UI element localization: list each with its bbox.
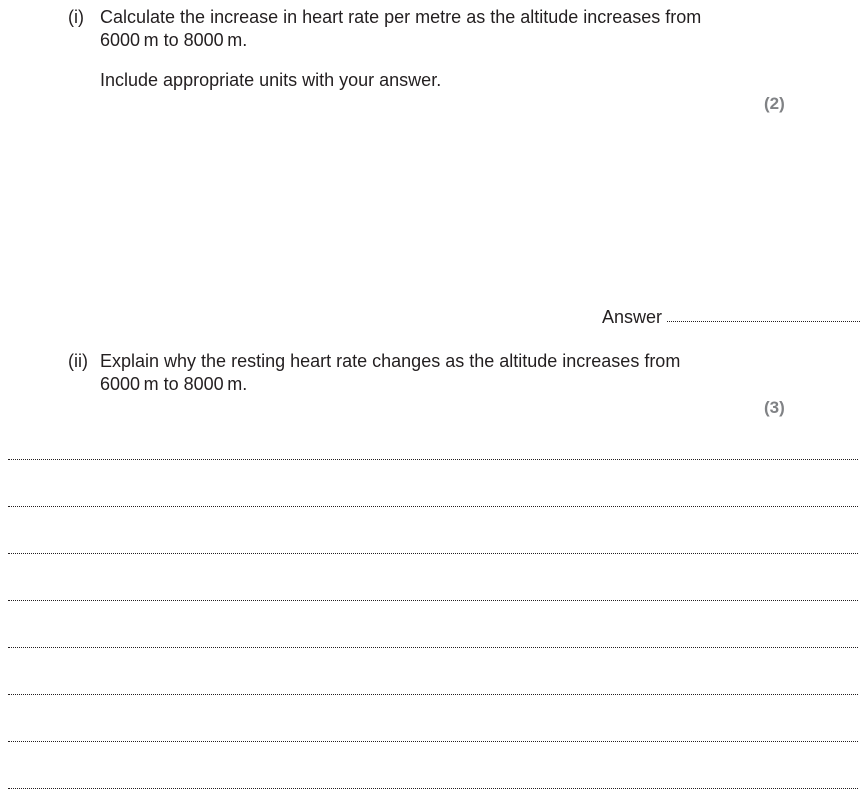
answer-writing-line[interactable] bbox=[8, 741, 858, 742]
part-i-marks: (2) bbox=[764, 94, 785, 113]
part-ii-question-line1: Explain why the resting heart rate changes as the altitude increases from bbox=[100, 351, 681, 371]
part-i-instruction: Include appropriate units with your answer. bbox=[100, 70, 442, 90]
part-i-question bbox=[100, 6, 750, 52]
part-ii-label: (ii) bbox=[68, 351, 88, 371]
answer-writing-line[interactable] bbox=[8, 553, 858, 554]
answer-writing-line[interactable] bbox=[8, 506, 858, 507]
answer-writing-line[interactable] bbox=[8, 600, 858, 601]
answer-writing-line[interactable] bbox=[8, 694, 858, 695]
answer-writing-line[interactable] bbox=[8, 459, 858, 460]
part-i-question-line1: Calculate the increase in heart rate per metre as the altitude increases from bbox=[100, 7, 702, 27]
part-i-label: (i) bbox=[68, 7, 84, 27]
answer-row[interactable] bbox=[602, 304, 860, 328]
part-ii-marks: (3) bbox=[764, 398, 785, 417]
part-i-question-line2: 6000 m to 8000 m. bbox=[100, 30, 248, 50]
part-ii-question bbox=[100, 350, 750, 396]
answer-writing-line[interactable] bbox=[8, 788, 858, 789]
answer-label: Answer bbox=[602, 307, 663, 327]
answer-line[interactable] bbox=[667, 321, 860, 322]
answer-writing-line[interactable] bbox=[8, 647, 858, 648]
part-ii-question-line2: 6000 m to 8000 m. bbox=[100, 374, 248, 394]
